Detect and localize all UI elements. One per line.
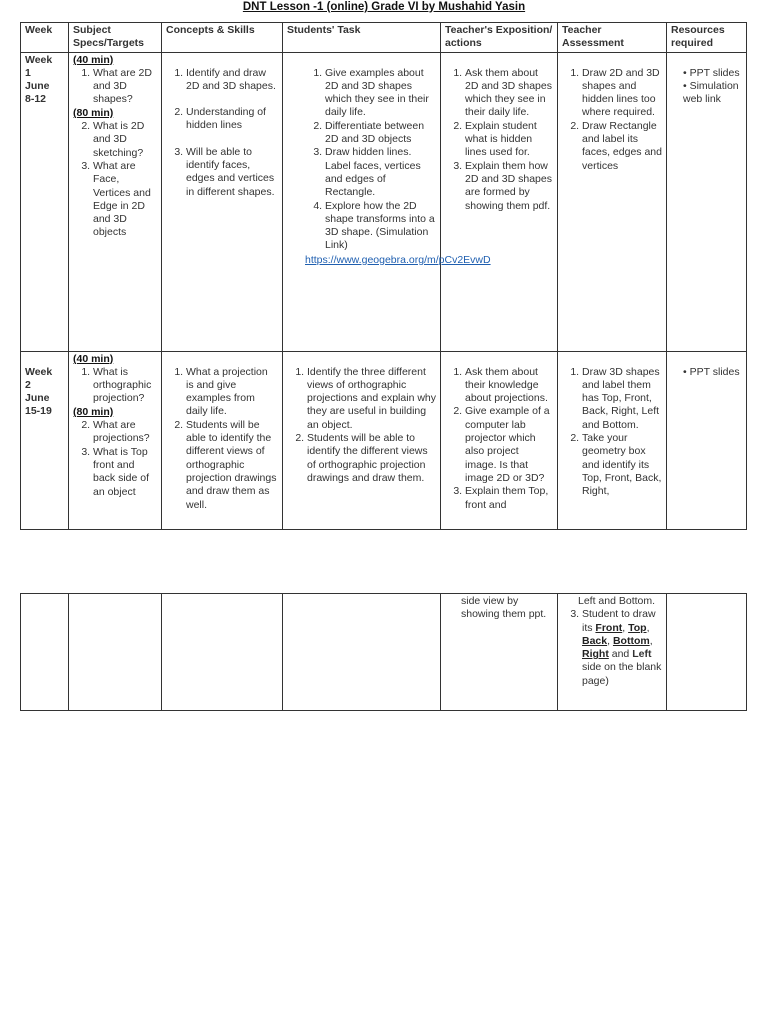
view-right: Right [582,648,609,661]
assessment-cell [558,594,667,711]
subject-specs-cell-empty [69,594,162,711]
week-dates: 15-19 [25,405,52,418]
view-bottom: Bottom [612,634,650,647]
week-number: 2 [25,378,31,391]
list-item: • Simulation web link [683,80,742,107]
view-back: Back [582,634,608,647]
list-item: 1. Give examples about 2D and 3D shapes which they see in their daily life. [325,67,436,120]
header-concepts-skills: Concepts & Skills [162,23,283,53]
subject-specs-cell [69,351,162,529]
list-item: 2. What is 2D and 3D sketching? [93,120,157,160]
list-item: 3. What is Top front and back side of an object [93,446,157,499]
assessment-list [562,366,662,499]
teacher-actions-cell [441,594,558,711]
list-item: 1. Identify and draw 2D and 3D shapes. [186,67,278,94]
duration-label: (80 min) [73,106,114,119]
list-item: 2. Draw Rectangle and label its faces, edges and vertices [582,120,662,173]
teacher-actions-list [445,366,553,512]
list-item: 1. Ask them about 2D and 3D shapes which they see in their daily life. [465,67,553,120]
list-item: 2. Understanding of hidden lines [186,106,278,133]
tasks-list [287,366,436,486]
list-item: 2. Differentiate between 2D and 3D objects [325,120,436,147]
resources-cell [667,351,747,529]
week-number: 1 [25,66,31,79]
list-item: 1. Draw 2D and 3D shapes and hidden lines too where required. [582,67,662,120]
list-item: 2. Students will be able to identify the different views of orthographic projection drawings and draw them as well. [186,419,278,512]
resources-cell-empty [667,594,747,711]
concepts-list [166,67,278,199]
list-item: 2. Take your geometry box and identify its Top, Front, Back, Right, [582,432,662,498]
students-task-cell-empty [283,594,441,711]
week-cell-empty [21,594,69,711]
week-label: Week [25,53,53,66]
teacher-actions-continuation: side view by showing them ppt. [461,595,547,621]
week-month: June [25,392,50,405]
list-item: • PPT slides [683,366,742,379]
list-item: 3. Student to draw its Front, Top, Back, Bottom, Right and Left side on the blank page) [582,608,662,688]
list-item: 1. What are 2D and 3D shapes? [93,67,157,107]
header-row [21,23,747,53]
header-week: Week [21,23,69,53]
subject-specs-cell [69,52,162,351]
list-item: 2. What are projections? [93,419,157,446]
concepts-list [166,366,278,512]
lesson-plan-table [20,22,747,530]
item-text: and [611,648,630,661]
assessment-cell [558,52,667,351]
specs-list [73,366,157,406]
week-label: Week [25,365,53,378]
assessment-list [562,608,662,688]
list-item: 2. Explain student what is hidden lines used for. [465,120,553,160]
header-teacher-assessment: Teacher Assessment [558,23,667,53]
teacher-actions-cell [441,351,558,529]
assessment-list [562,67,662,173]
table-row-continuation [21,594,747,711]
list-item: • PPT slides [683,67,742,80]
document-title: DNT Lesson -1 (online) Grade VI by Mushahid Yasin [242,1,526,13]
item-text: side on the blank page) [582,661,662,687]
students-task-cell [283,52,491,351]
concepts-cell [162,52,283,351]
week-dates: 8-12 [25,93,47,106]
concepts-cell-empty [162,594,283,711]
view-top: Top [628,621,647,634]
week-month: June [25,80,50,93]
tasks-list [287,67,436,253]
teacher-actions-list [445,67,553,213]
list-item: 1. Ask them about their knowledge about projections. [465,366,553,406]
list-item: 1. Identify the three different views of orthographic projections and explain why they are useful in building an object. [307,366,436,432]
list-item: 3. Draw hidden lines. Label faces, vertices and edges of Rectangle. [325,146,436,199]
resources-list [671,366,742,379]
header-subject-specs: Subject Specs/Targets [69,23,162,53]
list-item: 3. Will be able to identify faces, edges and vertices in different shapes. [186,146,278,199]
header-teacher-exposition: Teacher's Exposition/ actions [441,23,558,53]
list-item: 3. Explain them Top, front and [465,485,553,512]
list-item: 1. Draw 3D shapes and label them has Top, Front, Back, Right, Left and Bottom. [582,366,662,432]
list-item: 2. Give example of a computer lab projector which also project image. Is that image 2D or 3D? [465,405,553,485]
view-front: Front [595,621,623,634]
week-cell [21,351,69,529]
students-task-cell [283,351,441,529]
table-row-week-1 [21,52,747,351]
list-item: 3. What are Face, Vertices and Edge in 2D and 3D objects [93,160,157,240]
list-item: 1. What is orthographic projection? [93,366,157,406]
resources-cell [667,52,747,351]
simulation-link[interactable]: https://www.geogebra.org/m/pCv2EvwD [305,253,491,266]
list-item: 1. What a projection is and give examples from daily life. [186,366,278,419]
list-item: 3. Explain them how 2D and 3D shapes are formed by showing them pdf. [465,160,553,213]
duration-label: (40 min) [73,352,114,365]
view-left: Left [632,648,652,661]
assessment-cell [558,351,667,529]
specs-list [73,419,157,499]
header-resources: Resources required [667,23,747,53]
lesson-plan-table-continued [20,593,747,711]
assessment-continuation: Left and Bottom. [578,595,656,607]
item-text: Student to draw its [582,608,656,634]
teacher-actions-cell [441,52,558,351]
header-students-task: Students' Task [283,23,441,53]
concepts-cell [162,351,283,529]
list-item: 4. Explore how the 2D shape transforms into a 3D shape. (Simulation Link) [325,200,436,253]
duration-label: (80 min) [73,405,114,418]
specs-list [73,120,157,240]
resources-list [671,67,742,107]
duration-label: (40 min) [73,53,114,66]
week-cell [21,52,69,351]
table-row-week-2 [21,351,747,529]
specs-list [73,67,157,107]
list-item: 2. Students will be able to identify the different views of orthographic projection drawings and draw them. [307,432,436,485]
